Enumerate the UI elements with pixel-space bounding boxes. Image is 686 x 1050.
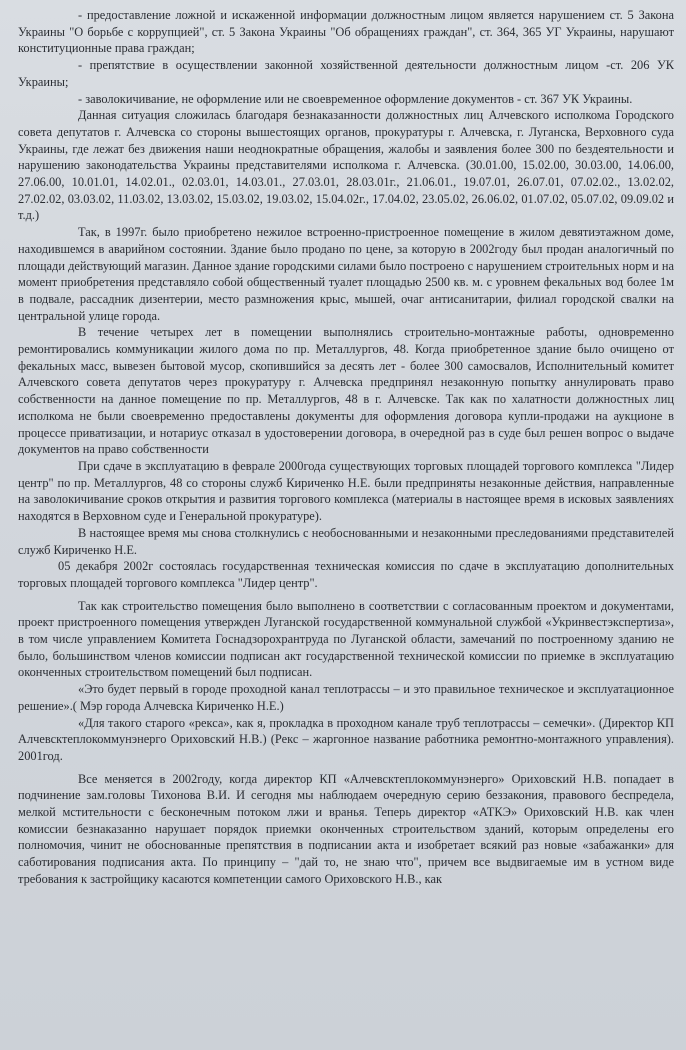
paragraph-mayor-quote: «Это будет первый в городе проходной канал теплотрассы – и это правильное техническое и эксплуатационное решение».( Мэр города Алчевска Кириченко Н.Е.) — [18, 682, 674, 713]
paragraph-purchase-1997: Так, в 1997г. было приобретено нежилое встроенно-пристроенное помещение в жилом девятиэтажном доме, находившемся в аварийном состоянии. Здание было продано по цене, за которую в 2002году был продан аналогичный по площади действующий магазин. Данное здание городскими силами было построено с нарушением строительных норм и на момент приобретения представляло собой общественный туалет площадью 2500 кв. м. с уровнем фекальных вод более 1м в подвале, рассадник дизентерии, место размножения крыс, мышей, очаг антисанитарии, филиал городской свалки на центральной улице города. — [18, 225, 674, 323]
paragraph-delay-documents: - заволокичивание, не оформление или не своевременное оформление документов - ст. 367 УК Украины. — [78, 91, 633, 106]
paragraph-changes-2002: Все меняется в 2002году, когда директор КП «Алчевсктеплокоммунэнерго» Ориховский Н.В. попадает в подчинение зам.головы Тихонова В.И. И сегодня мы наблюдаем очередную серию беззакония, правового беспредела, мелкой мстительности с бесконечным потоком лжи и вранья. Теперь директор «АТКЭ» Ориховский Н.В. как член комиссии безнаказанно нарушает порядок приемки оконченных строительством зданий, которым определены его полномочия, чинит не обоснованные препятствия в подписании акта и изобретает всякий раз новые «забажанки» для саботирования подписания акта. По принципу – "дай то, не знаю что", причем все выдвигаемые им в устном виде требования к застройщику касаются компетенции самого Ориховского Н.В., как — [18, 771, 674, 886]
paragraph-false-information: - предоставление ложной и искаженной информации должностным лицом является нарушением ст. 5 Закона Украины "О борьбе с коррупцией", ст. 5 Закона Украины "Об обращениях граждан", ст. 364, 365 УГ Украины, нарушают конституционные права граждан; — [18, 8, 674, 56]
paragraph-situation: Данная ситуация сложилась благодаря безнаказанности должностных лиц Алчевского исполкома Городского совета депутатов г. Алчевска со стороны вышестоящих органов, прокуратуры г. Алчевска, г. Луганска, Верховного суда Украины, где лежат без движения наши неоднократные обращения, жалобы и заявления более 300 по бездеятельности и нарушению законодательства Украины представителями исполкома г. Алчевска. (30.01.00, 15.02.00, 30.03.00, 14.06.00, 27.06.00, 10.01.01, 14.02.01., 02.03.01, 14.03.01., 27.03.01, 28.03.01г., 21.06.01., 19.07.01, 26.07.01, 07.02.02., 13.02.02, 27.02.02, 03.03.02, 11.03.02, 13.03.02, 15.03.02, 19.03.02, 15.04.02г., 17.04.02, 23.05.02, 26.06.02, 01.07.02, 05.07.02, 09.09.02 и т.д.) — [18, 108, 674, 223]
paragraph-director-quote: «Для такого старого «рекса», как я, прокладка в проходном канале труб теплотрассы – семечки». (Директор КП Алчевсктеплокоммунэнерго Ориховский Н.В.) (Рекс – жаргонное название работника ремонтно-монтажного управления). 2001год. — [18, 715, 674, 763]
paragraph-construction-compliance: Так как строительство помещения было выполнено в соответствии с согласованным проектом и документами, проект пристроенного помещения утвержден Луганской государственной коммунальной службой «Укринвестэкспертиза», в том числе управлением Комитета Госнадзорохрантруда по Луганской области, замечаний по построенному зданию не было, большинством членов комиссии подписан акт государственной технической комиссии по приемке в эксплуатацию оконченных строительством помещений был подписан. — [18, 598, 674, 680]
paragraph-obstruction: - препятствие в осуществлении законной хозяйственной деятельности должностным лицом -ст. 206 УК Украины; — [18, 58, 674, 89]
paragraph-commission-2002: 05 декабря 2002г состоялась государственная техническая комиссия по сдаче в эксплуатацию дополнительных торговых площадей торгового комплекса "Лидер центр". — [18, 559, 674, 590]
paragraph-commissioning-2000: При сдаче в эксплуатацию в феврале 2000года существующих торговых площадей торгового комплекса "Лидер центр" по пр. Металлургов, 48 со стороны служб Кириченко Н.Е. были предприняты незаконные действия, направленные на заволокичивание сроков открытия и развития торгового комплекса (материалы в настоящее время в исковых заявлениях находятся в Верховном суде и Генеральной прокуратуре). — [18, 458, 674, 524]
paragraph-construction-works: В течение четырех лет в помещении выполнялись строительно-монтажные работы, одновременно ремонтировались коммуникации жилого дома по пр. Металлургов, 48. Когда приобретенное здание было очищено от фекальных масс, вывезен бытовой мусор, скопившийся за десять лет - более 300 самосвалов, Исполнительный комитет Алчевского совета депутатов через прокуратуру г. Алчевска предпринял незаконную попытку аннулировать право собственности на данное помещение по пр. Металлургов, 48 в г. Алчевске. Так как по халатности должностных лиц исполкома не были своевременно предоставлены документы для оформления договора купли-продажи на аукционе в процессе приватизации, и нотариус отказал в удостоверении договора, в очередной раз в суде был решен вопрос о выдаче документов на право собственности — [18, 325, 674, 457]
paragraph-current-persecution: В настоящее время мы снова столкнулись с необоснованными и незаконными преследованиями представителей служб Кириченко Н.Е. — [18, 525, 674, 557]
